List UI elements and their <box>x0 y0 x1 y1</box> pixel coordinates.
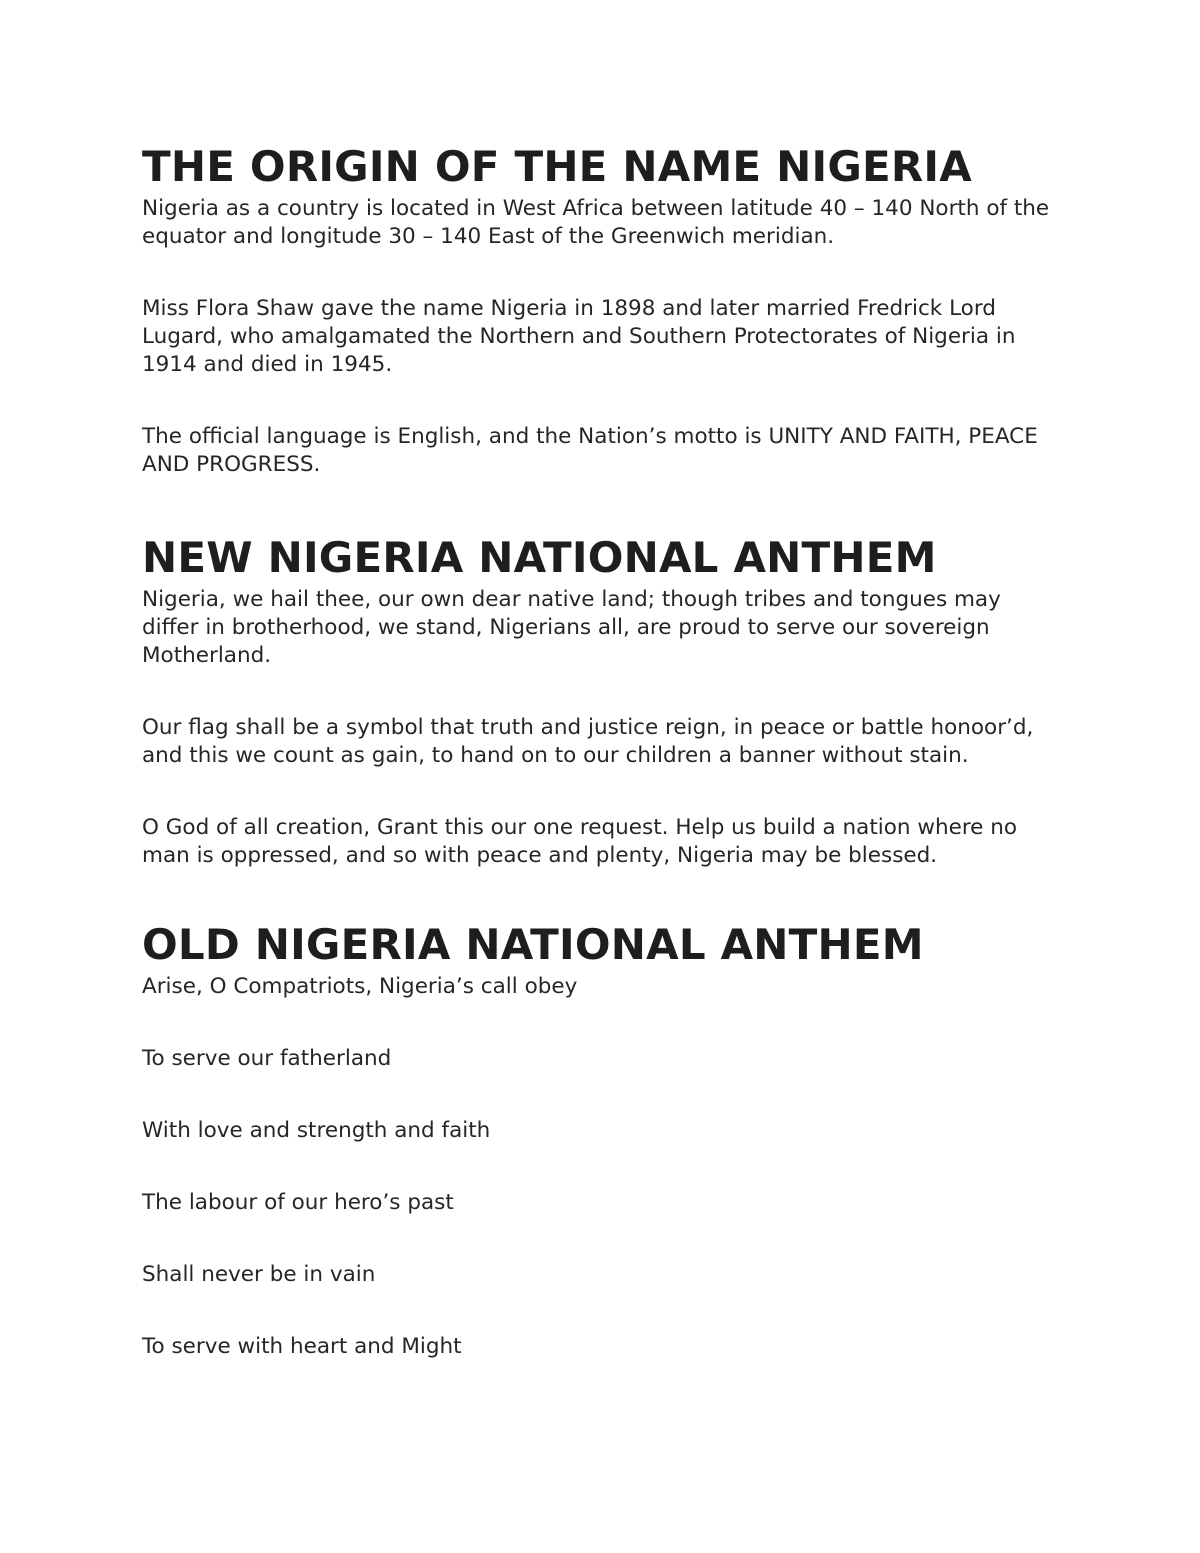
anthem-line: Shall never be in vain <box>142 1262 376 1287</box>
anthem-line: To serve with heart and Might <box>142 1334 462 1359</box>
document-page <box>142 139 1062 1361</box>
anthem-line: The labour of our hero’s past <box>142 1190 454 1215</box>
section-heading: NEW NIGERIA NATIONAL ANTHEM <box>142 533 937 582</box>
anthem-line: To serve our fatherland <box>142 1046 392 1071</box>
paragraph: Miss Flora Shaw gave the name Nigeria in 1898 and later married Fredrick Lord Lugard, who amalgamated the Northern and Southern Protectorates of Nigeria in 1914 and died in 1945. <box>142 296 1016 377</box>
paragraph: Our flag shall be a symbol that truth and justice reign, in peace or battle honoor’d, and this we count as gain, to hand on to our children a banner without stain. <box>142 715 1034 768</box>
paragraph: O God of all creation, Grant this our one request. Help us build a nation where no man is oppressed, and so with peace and plenty, Nigeria may be blessed. <box>142 815 1018 868</box>
paragraph: Nigeria, we hail thee, our own dear native land; though tribes and tongues may differ in brotherhood, we stand, Nigerians all, are proud to serve our sovereign Motherland. <box>142 587 1001 668</box>
paragraph: The official language is English, and the Nation’s motto is UNITY AND FAITH, PEACE AND PROGRESS. <box>142 424 1038 477</box>
anthem-line: With love and strength and faith <box>142 1118 491 1143</box>
section-heading: THE ORIGIN OF THE NAME NIGERIA <box>142 142 972 191</box>
section-heading: OLD NIGERIA NATIONAL ANTHEM <box>142 920 924 969</box>
paragraph: Nigeria as a country is located in West Africa between latitude 40 – 140 North of the equator and longitude 30 – 140 East of the Greenwich meridian. <box>142 196 1050 249</box>
anthem-line: Arise, O Compatriots, Nigeria’s call obey <box>142 974 578 999</box>
section-new-anthem <box>142 530 1062 870</box>
section-old-anthem <box>142 917 1062 1361</box>
section-origin <box>142 139 1062 479</box>
